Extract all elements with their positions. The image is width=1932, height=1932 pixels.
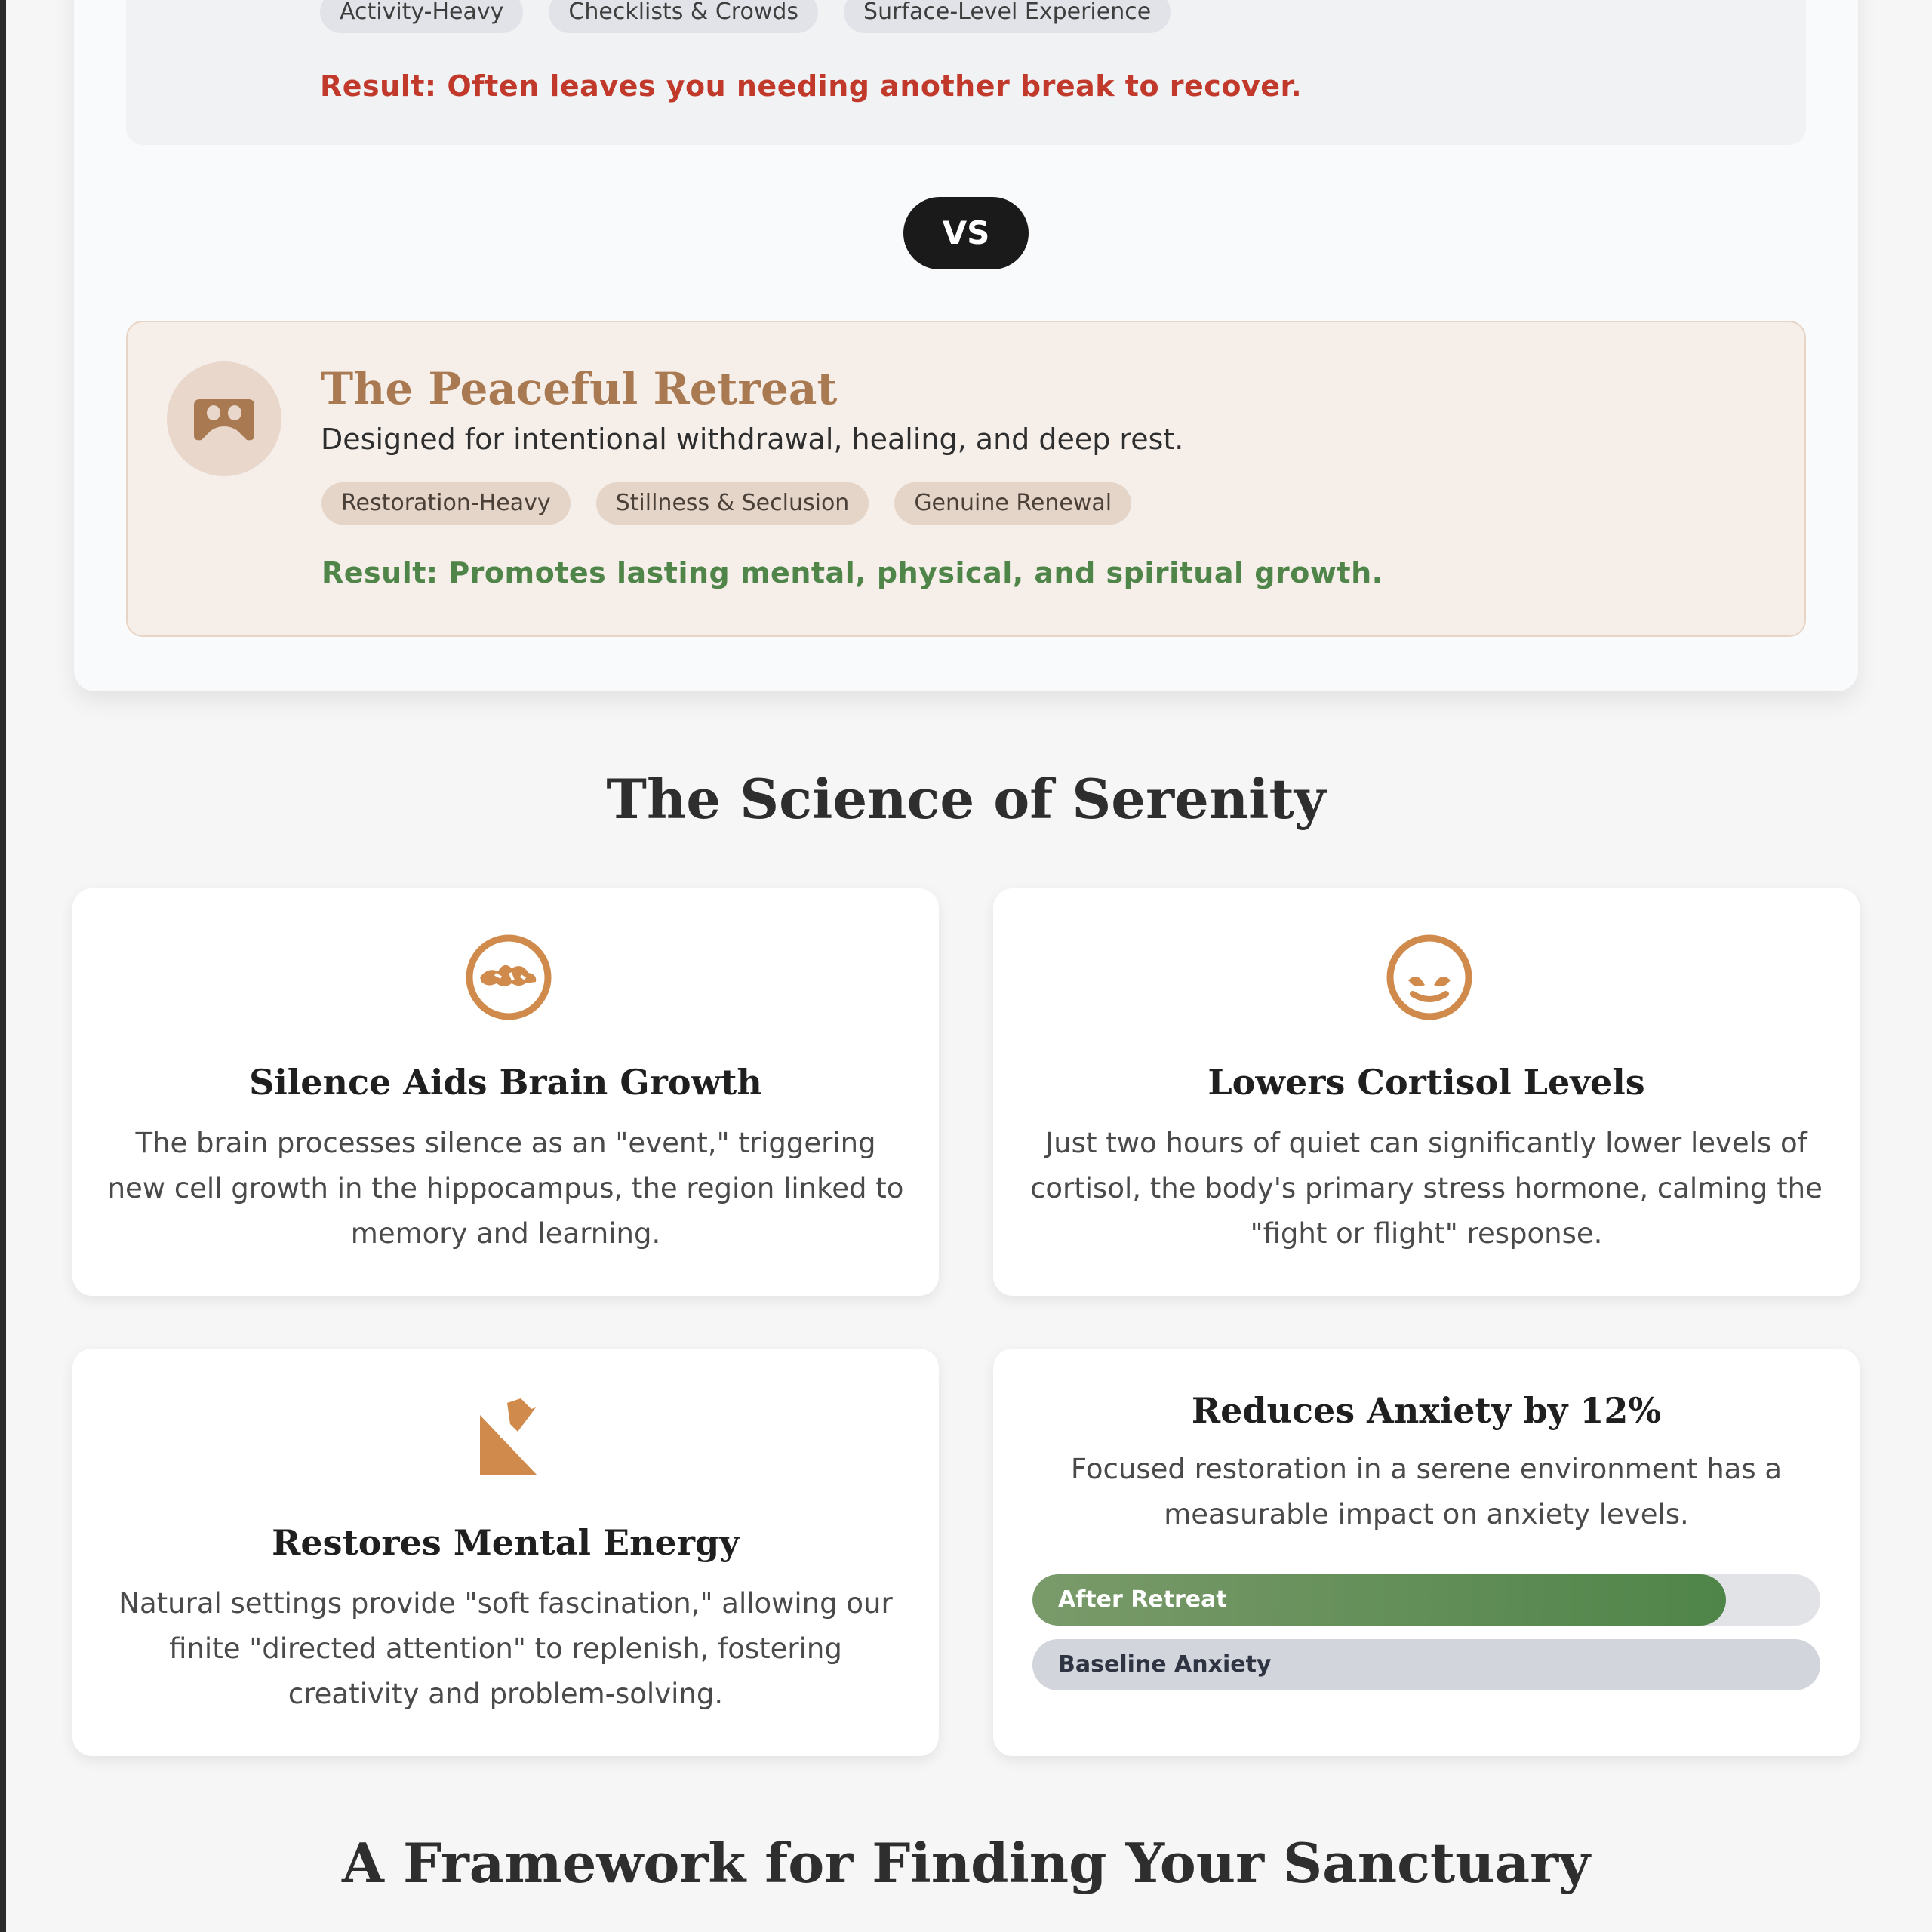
after-retreat-bar: [1032, 1574, 1820, 1626]
card-text: The brain processes silence as an "event," triggering new cell growth in the hippocampus, the region linked to memory and learning.: [107, 1127, 904, 1250]
tag-surface-level: Surface-Level Experience: [844, 0, 1171, 33]
typical-vacation-card: [126, 0, 1806, 145]
tag-restoration-heavy: Restoration-Heavy: [321, 482, 571, 525]
card-title: Silence Aids Brain Growth: [249, 1062, 762, 1103]
baseline-anxiety-bar: [1032, 1639, 1820, 1690]
brain-icon: [465, 934, 552, 1021]
baseline-anxiety-label: Baseline Anxiety: [1058, 1651, 1272, 1678]
tag-checklists-crowds: Checklists & Crowds: [549, 0, 818, 33]
card-title: Lowers Cortisol Levels: [1208, 1062, 1645, 1103]
retreat-tags: [321, 482, 1131, 525]
card-text: Natural settings provide "soft fascination," allowing our finite "directed attention" to replenish, fostering creativity and problem-solving.: [118, 1587, 893, 1710]
retreat-icon-circle: [167, 361, 281, 476]
calm-face-icon: [1386, 934, 1473, 1021]
card-text: Just two hours of quiet can significantly lower levels of cortisol, the body's primary stress hormone, calming the "fight or flight" response.: [1030, 1127, 1823, 1250]
card-cortisol: [993, 888, 1860, 1296]
retreat-result: Result: Promotes lasting mental, physical, and spiritual growth.: [321, 556, 1383, 589]
card-mental-energy: [72, 1349, 939, 1756]
typical-tags: [320, 0, 1171, 33]
science-section-title: The Science of Serenity: [606, 767, 1326, 831]
retreat-title: The Peaceful Retreat: [321, 363, 838, 414]
card-title: Reduces Anxiety by 12%: [1191, 1390, 1662, 1431]
card-title: Restores Mental Energy: [272, 1522, 740, 1563]
vs-badge: VS: [903, 197, 1029, 269]
tag-activity-heavy: Activity-Heavy: [320, 0, 523, 33]
battery-charging-icon: [465, 1394, 552, 1481]
after-retreat-label: After Retreat: [1058, 1586, 1227, 1613]
framework-section-title: A Framework for Finding Your Sanctuary: [342, 1831, 1590, 1895]
card-anxiety: [993, 1349, 1860, 1756]
mask-icon: [192, 395, 256, 443]
retreat-description: Designed for intentional withdrawal, healing, and deep rest.: [321, 423, 1184, 456]
tag-genuine-renewal: Genuine Renewal: [894, 482, 1131, 525]
peaceful-retreat-card: [126, 321, 1806, 637]
card-brain-growth: [72, 888, 939, 1296]
card-text: Focused restoration in a serene environment has a measurable impact on anxiety levels.: [1070, 1453, 1783, 1531]
tag-stillness-seclusion: Stillness & Seclusion: [596, 482, 869, 525]
left-edge-strip: [0, 0, 6, 1932]
comparison-panel: [74, 0, 1858, 691]
typical-result: Result: Often leaves you needing another break to recover.: [320, 69, 1303, 103]
